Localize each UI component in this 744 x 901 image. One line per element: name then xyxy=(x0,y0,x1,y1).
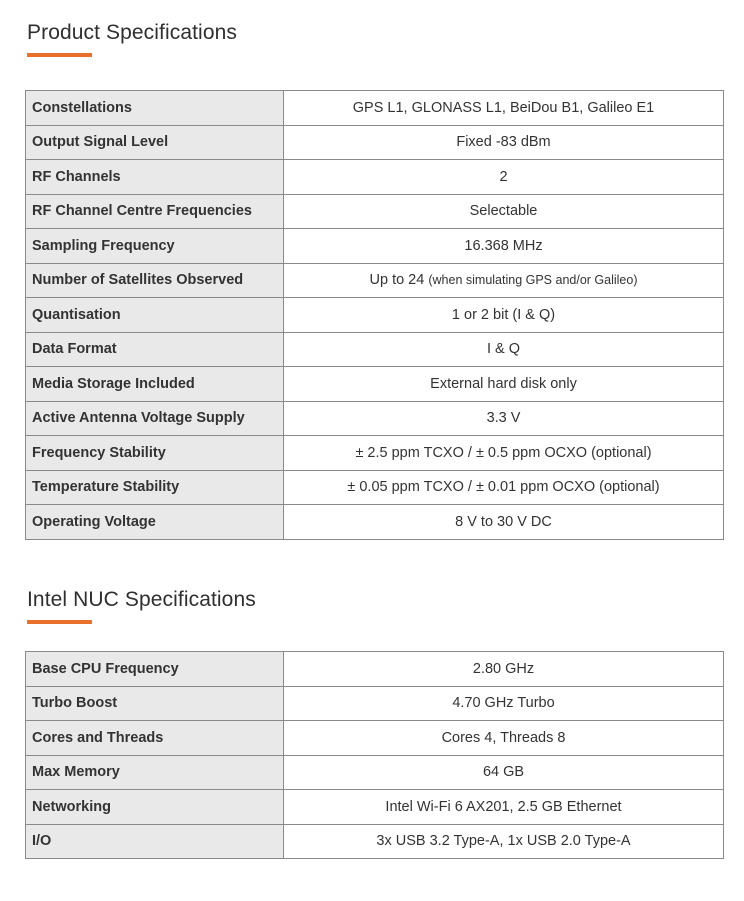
table-row xyxy=(26,367,724,402)
spec-value: 4.70 GHz Turbo xyxy=(284,686,724,721)
table-row xyxy=(26,686,724,721)
table-row xyxy=(26,125,724,160)
spec-label: Cores and Threads xyxy=(26,721,284,756)
spec-label: Turbo Boost xyxy=(26,686,284,721)
table-row xyxy=(26,436,724,471)
table-row xyxy=(26,229,724,264)
product-specifications-table xyxy=(25,90,724,540)
spec-label: RF Channels xyxy=(26,160,284,195)
section-title-intel-nuc-specifications: Intel NUC Specifications xyxy=(27,588,256,611)
spec-label: Temperature Stability xyxy=(26,470,284,505)
spec-label: Media Storage Included xyxy=(26,367,284,402)
title-underline xyxy=(27,53,92,57)
table-row xyxy=(26,91,724,126)
table-row xyxy=(26,652,724,687)
spec-value: ± 0.05 ppm TCXO / ± 0.01 ppm OCXO (optional) xyxy=(284,470,724,505)
spec-label: Number of Satellites Observed xyxy=(26,263,284,298)
table-row xyxy=(26,790,724,825)
spec-label: I/O xyxy=(26,824,284,859)
spec-label: Base CPU Frequency xyxy=(26,652,284,687)
table-row xyxy=(26,505,724,540)
spec-value: 3.3 V xyxy=(284,401,724,436)
table-row xyxy=(26,298,724,333)
spec-value: I & Q xyxy=(284,332,724,367)
spec-value xyxy=(284,263,724,298)
spec-value: ± 2.5 ppm TCXO / ± 0.5 ppm OCXO (optional) xyxy=(284,436,724,471)
spec-value: Cores 4, Threads 8 xyxy=(284,721,724,756)
spec-value: 1 or 2 bit (I & Q) xyxy=(284,298,724,333)
spec-label: Data Format xyxy=(26,332,284,367)
spec-value-main: Up to 24 xyxy=(369,272,425,289)
spec-label: Max Memory xyxy=(26,755,284,790)
title-underline xyxy=(27,620,92,624)
table-row xyxy=(26,160,724,195)
spec-label: Sampling Frequency xyxy=(26,229,284,264)
spec-label: Quantisation xyxy=(26,298,284,333)
spec-value: Intel Wi-Fi 6 AX201, 2.5 GB Ethernet xyxy=(284,790,724,825)
spec-label: Constellations xyxy=(26,91,284,126)
spec-value: 64 GB xyxy=(284,755,724,790)
spec-label: Operating Voltage xyxy=(26,505,284,540)
spec-value-note: (when simulating GPS and/or Galileo) xyxy=(428,273,638,288)
table-row xyxy=(26,194,724,229)
spec-label: Frequency Stability xyxy=(26,436,284,471)
intel-nuc-specifications-section xyxy=(25,585,724,859)
spec-value: GPS L1, GLONASS L1, BeiDou B1, Galileo E1 xyxy=(284,91,724,126)
spec-value: 16.368 MHz xyxy=(284,229,724,264)
product-specifications-section xyxy=(25,18,724,540)
spec-value: 3x USB 3.2 Type-A, 1x USB 2.0 Type-A xyxy=(284,824,724,859)
table-row xyxy=(26,824,724,859)
spec-value: 2.80 GHz xyxy=(284,652,724,687)
table-row xyxy=(26,263,724,298)
spec-label: Output Signal Level xyxy=(26,125,284,160)
table-row xyxy=(26,332,724,367)
spec-label: RF Channel Centre Frequencies xyxy=(26,194,284,229)
spec-value: External hard disk only xyxy=(284,367,724,402)
section-title-product-specifications: Product Specifications xyxy=(27,21,237,44)
spec-value: Fixed -83 dBm xyxy=(284,125,724,160)
table-row xyxy=(26,401,724,436)
spec-label: Active Antenna Voltage Supply xyxy=(26,401,284,436)
table-row xyxy=(26,755,724,790)
table-row xyxy=(26,721,724,756)
table-row xyxy=(26,470,724,505)
spec-value: 8 V to 30 V DC xyxy=(284,505,724,540)
intel-nuc-specifications-table xyxy=(25,651,724,859)
spec-value: Selectable xyxy=(284,194,724,229)
spec-value: 2 xyxy=(284,160,724,195)
spec-label: Networking xyxy=(26,790,284,825)
